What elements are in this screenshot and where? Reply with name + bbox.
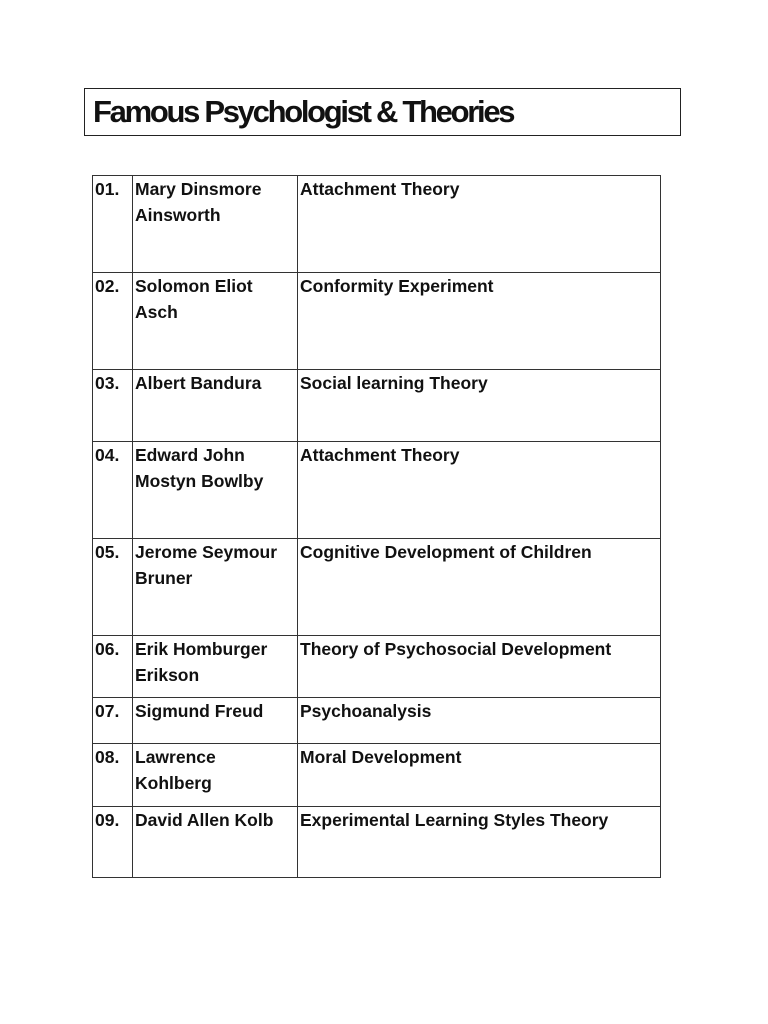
psychologist-name: Lawrence Kohlberg	[133, 744, 298, 807]
theory-name: Theory of Psychosocial Development	[298, 636, 661, 698]
psychologist-name: Solomon Eliot Asch	[133, 273, 298, 370]
psychologist-name: Jerome Seymour Bruner	[133, 539, 298, 636]
theory-name: Moral Development	[298, 744, 661, 807]
table-row	[93, 273, 661, 370]
theory-name: Conformity Experiment	[298, 273, 661, 370]
table-row	[93, 176, 661, 273]
psychologist-name: David Allen Kolb	[133, 807, 298, 878]
psychologist-name: Albert Bandura	[133, 370, 298, 442]
theory-name: Experimental Learning Styles Theory	[298, 807, 661, 878]
table-row	[93, 370, 661, 442]
theory-name: Cognitive Development of Children	[298, 539, 661, 636]
table-row	[93, 744, 661, 807]
theory-name: Social learning Theory	[298, 370, 661, 442]
theory-name: Attachment Theory	[298, 176, 661, 273]
psychologist-name: Sigmund Freud	[133, 698, 298, 744]
row-number: 02.	[93, 273, 133, 370]
psychologist-name: Edward John Mostyn Bowlby	[133, 442, 298, 539]
row-number: 03.	[93, 370, 133, 442]
row-number: 05.	[93, 539, 133, 636]
page-title: Famous Psychologist & Theories	[93, 94, 514, 129]
psychologist-table	[92, 175, 661, 878]
theory-name: Psychoanalysis	[298, 698, 661, 744]
row-number: 04.	[93, 442, 133, 539]
table-row	[93, 442, 661, 539]
row-number: 01.	[93, 176, 133, 273]
table-row	[93, 807, 661, 878]
psychologist-name: Mary Dinsmore Ainsworth	[133, 176, 298, 273]
row-number: 07.	[93, 698, 133, 744]
psychologist-name: Erik Homburger Erikson	[133, 636, 298, 698]
table-row	[93, 539, 661, 636]
row-number: 09.	[93, 807, 133, 878]
table-row	[93, 698, 661, 744]
row-number: 08.	[93, 744, 133, 807]
title-box	[84, 88, 681, 136]
theory-name: Attachment Theory	[298, 442, 661, 539]
row-number: 06.	[93, 636, 133, 698]
table-row	[93, 636, 661, 698]
